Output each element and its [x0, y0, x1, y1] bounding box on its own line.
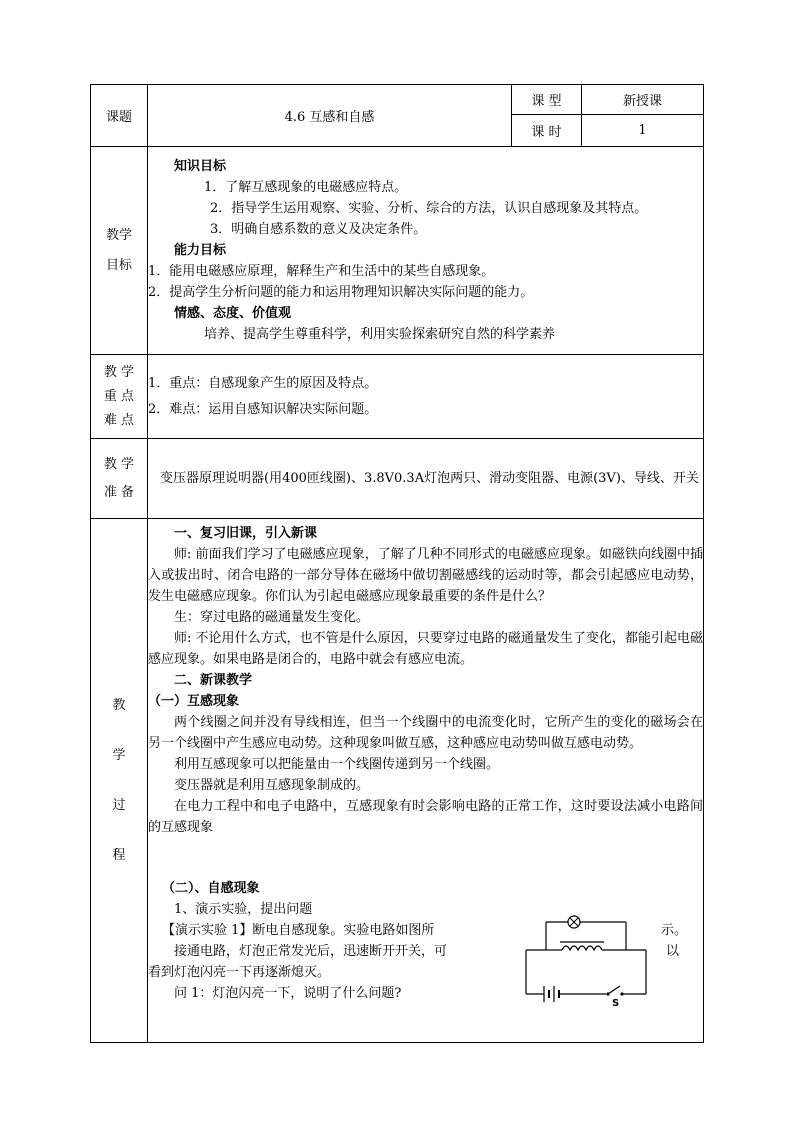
mutual-paragraph-2: 利用互感现象可以把能量由一个线圈传递到另一个线圈。 — [174, 757, 500, 772]
type-label: 课 型 — [512, 85, 582, 115]
topic-label: 课题 — [91, 85, 148, 147]
teacher-remark-2: 师: 不论用什么方式，也不管是什么原因，只要穿过电路的磁通量发生了变化，都能引起电磁感应现象。如果电路是闭合的，电路中就会有感应电流。 — [148, 631, 703, 667]
preparation-label — [91, 439, 148, 519]
process-label-char-2: 学 — [112, 747, 126, 763]
process-label-char-1: 教 — [112, 697, 126, 713]
new-lesson-heading: 二、新课教学 — [174, 673, 253, 688]
demo-line-b-text: 接通电路，灯泡正常发光后，迅速断开开关，可 — [174, 944, 448, 959]
mutual-paragraph-3: 变压器就是利用互感现象制成的。 — [174, 778, 370, 793]
mutual-paragraph-1: 两个线圈之间并没有导线相连，但当一个线圈中的电流变化时，它所产生的变化的磁场会在另一个线圈中产生感应电动势。这种现象叫做互感，这种感应电动势叫做互感电动势。 — [148, 715, 703, 751]
objectives-label — [91, 147, 148, 355]
keypoints-label-line2: 重 点 — [103, 388, 135, 404]
lesson-plan-table — [90, 84, 704, 1043]
teacher-remark-1: 师: 前面我们学习了电磁感应现象，了解了几种不同形式的电磁感应现象。如磁铁向线圈中插入或拔出时、闭合电路的一部分导体在磁场中做切割磁感线的运动时等，都会引起感应电动势，发生电磁感应现象。你们认为引起电磁感应现象最重要的条件是什么？ — [148, 547, 703, 604]
lesson-title: 4.6 互感和自感 — [148, 85, 512, 147]
circuit-diagram — [522, 914, 652, 1006]
preparation-label-line1: 教 学 — [103, 456, 135, 472]
preparation-content — [148, 439, 704, 519]
ability-item-1: 1．能用电磁感应原理，解释生产和生活中的某些自感现象。 — [148, 264, 495, 279]
keypoints-content — [148, 355, 704, 439]
knowledge-item-1: 1．了解互感现象的电磁感应特点。 — [204, 180, 408, 195]
self-step-1: 1、演示实验，提出问题 — [174, 902, 313, 917]
mutual-paragraph-4: 在电力工程中和电子电路中，互感现象有时会影响电路的正常工作，这时要设法减小电路间的互感现象 — [148, 799, 703, 835]
knowledge-heading: 知识目标 — [174, 159, 227, 174]
demo-line-c: 看到灯泡闪亮一下再逐渐熄灭。 — [148, 965, 331, 980]
switch-icon — [608, 986, 620, 994]
demo-figure-row — [148, 920, 703, 1004]
objectives-label-line1: 教学 — [105, 227, 132, 243]
hours-value: 1 — [582, 115, 704, 147]
ability-heading: 能力目标 — [174, 243, 227, 258]
preparation-text: 变压器原理说明器(用400匝线圈)、3.8V0.3A灯泡两只、滑动变阻器、电源(3V)、导线、开关 — [160, 471, 699, 486]
objectives-content — [148, 147, 704, 355]
emotion-heading: 情感、态度、价值观 — [174, 306, 292, 321]
keypoints-label-line1: 教 学 — [103, 364, 135, 380]
question-1: 问 1：灯泡闪亮一下，说明了什么问题? — [174, 986, 402, 1001]
process-label-char-3: 过 — [112, 797, 126, 813]
type-value: 新授课 — [582, 85, 704, 115]
objectives-label-line2: 目标 — [105, 257, 132, 273]
switch-label: S — [612, 998, 620, 1006]
ability-item-2: 2．提高学生分析问题的能力和运用物理知识解决实际问题的能力。 — [148, 285, 534, 300]
knowledge-item-2: 2．指导学生运用观察、实验、分析、综合的方法，认识自感现象及其特点。 — [210, 201, 648, 216]
process-label — [91, 519, 148, 1043]
hours-label: 课 时 — [512, 115, 582, 147]
demo-line-b-end: 以 — [666, 944, 680, 959]
review-heading: 一、复习旧课，引入新课 — [174, 526, 318, 541]
mutual-heading: （一）互感现象 — [148, 694, 240, 709]
emotion-item-1: 培养、提高学生尊重科学，利用实验探索研究自然的科学素养 — [204, 327, 556, 342]
knowledge-item-3: 3．明确自感系数的意义及决定条件。 — [210, 222, 427, 237]
demo-line-a-text: 【演示实验 1】断电自感现象。实验电路如图所 — [162, 923, 435, 938]
process-content — [148, 519, 704, 1043]
student-remark-1: 生：穿过电路的磁通量发生变化。 — [174, 610, 370, 625]
keypoint-1: 1．重点：自感现象产生的原因及特点。 — [148, 375, 378, 391]
keypoints-label-line3: 难 点 — [103, 412, 135, 428]
preparation-label-line2: 准 备 — [103, 484, 135, 500]
keypoints-label — [91, 355, 148, 439]
inductor-coil-icon — [562, 946, 602, 950]
keypoint-2: 2．难点：运用自感知识解决实际问题。 — [148, 401, 378, 417]
process-label-char-4: 程 — [112, 847, 126, 863]
self-heading: （二）、自感现象 — [162, 881, 260, 896]
demo-line-a-end: 示。 — [661, 923, 688, 938]
